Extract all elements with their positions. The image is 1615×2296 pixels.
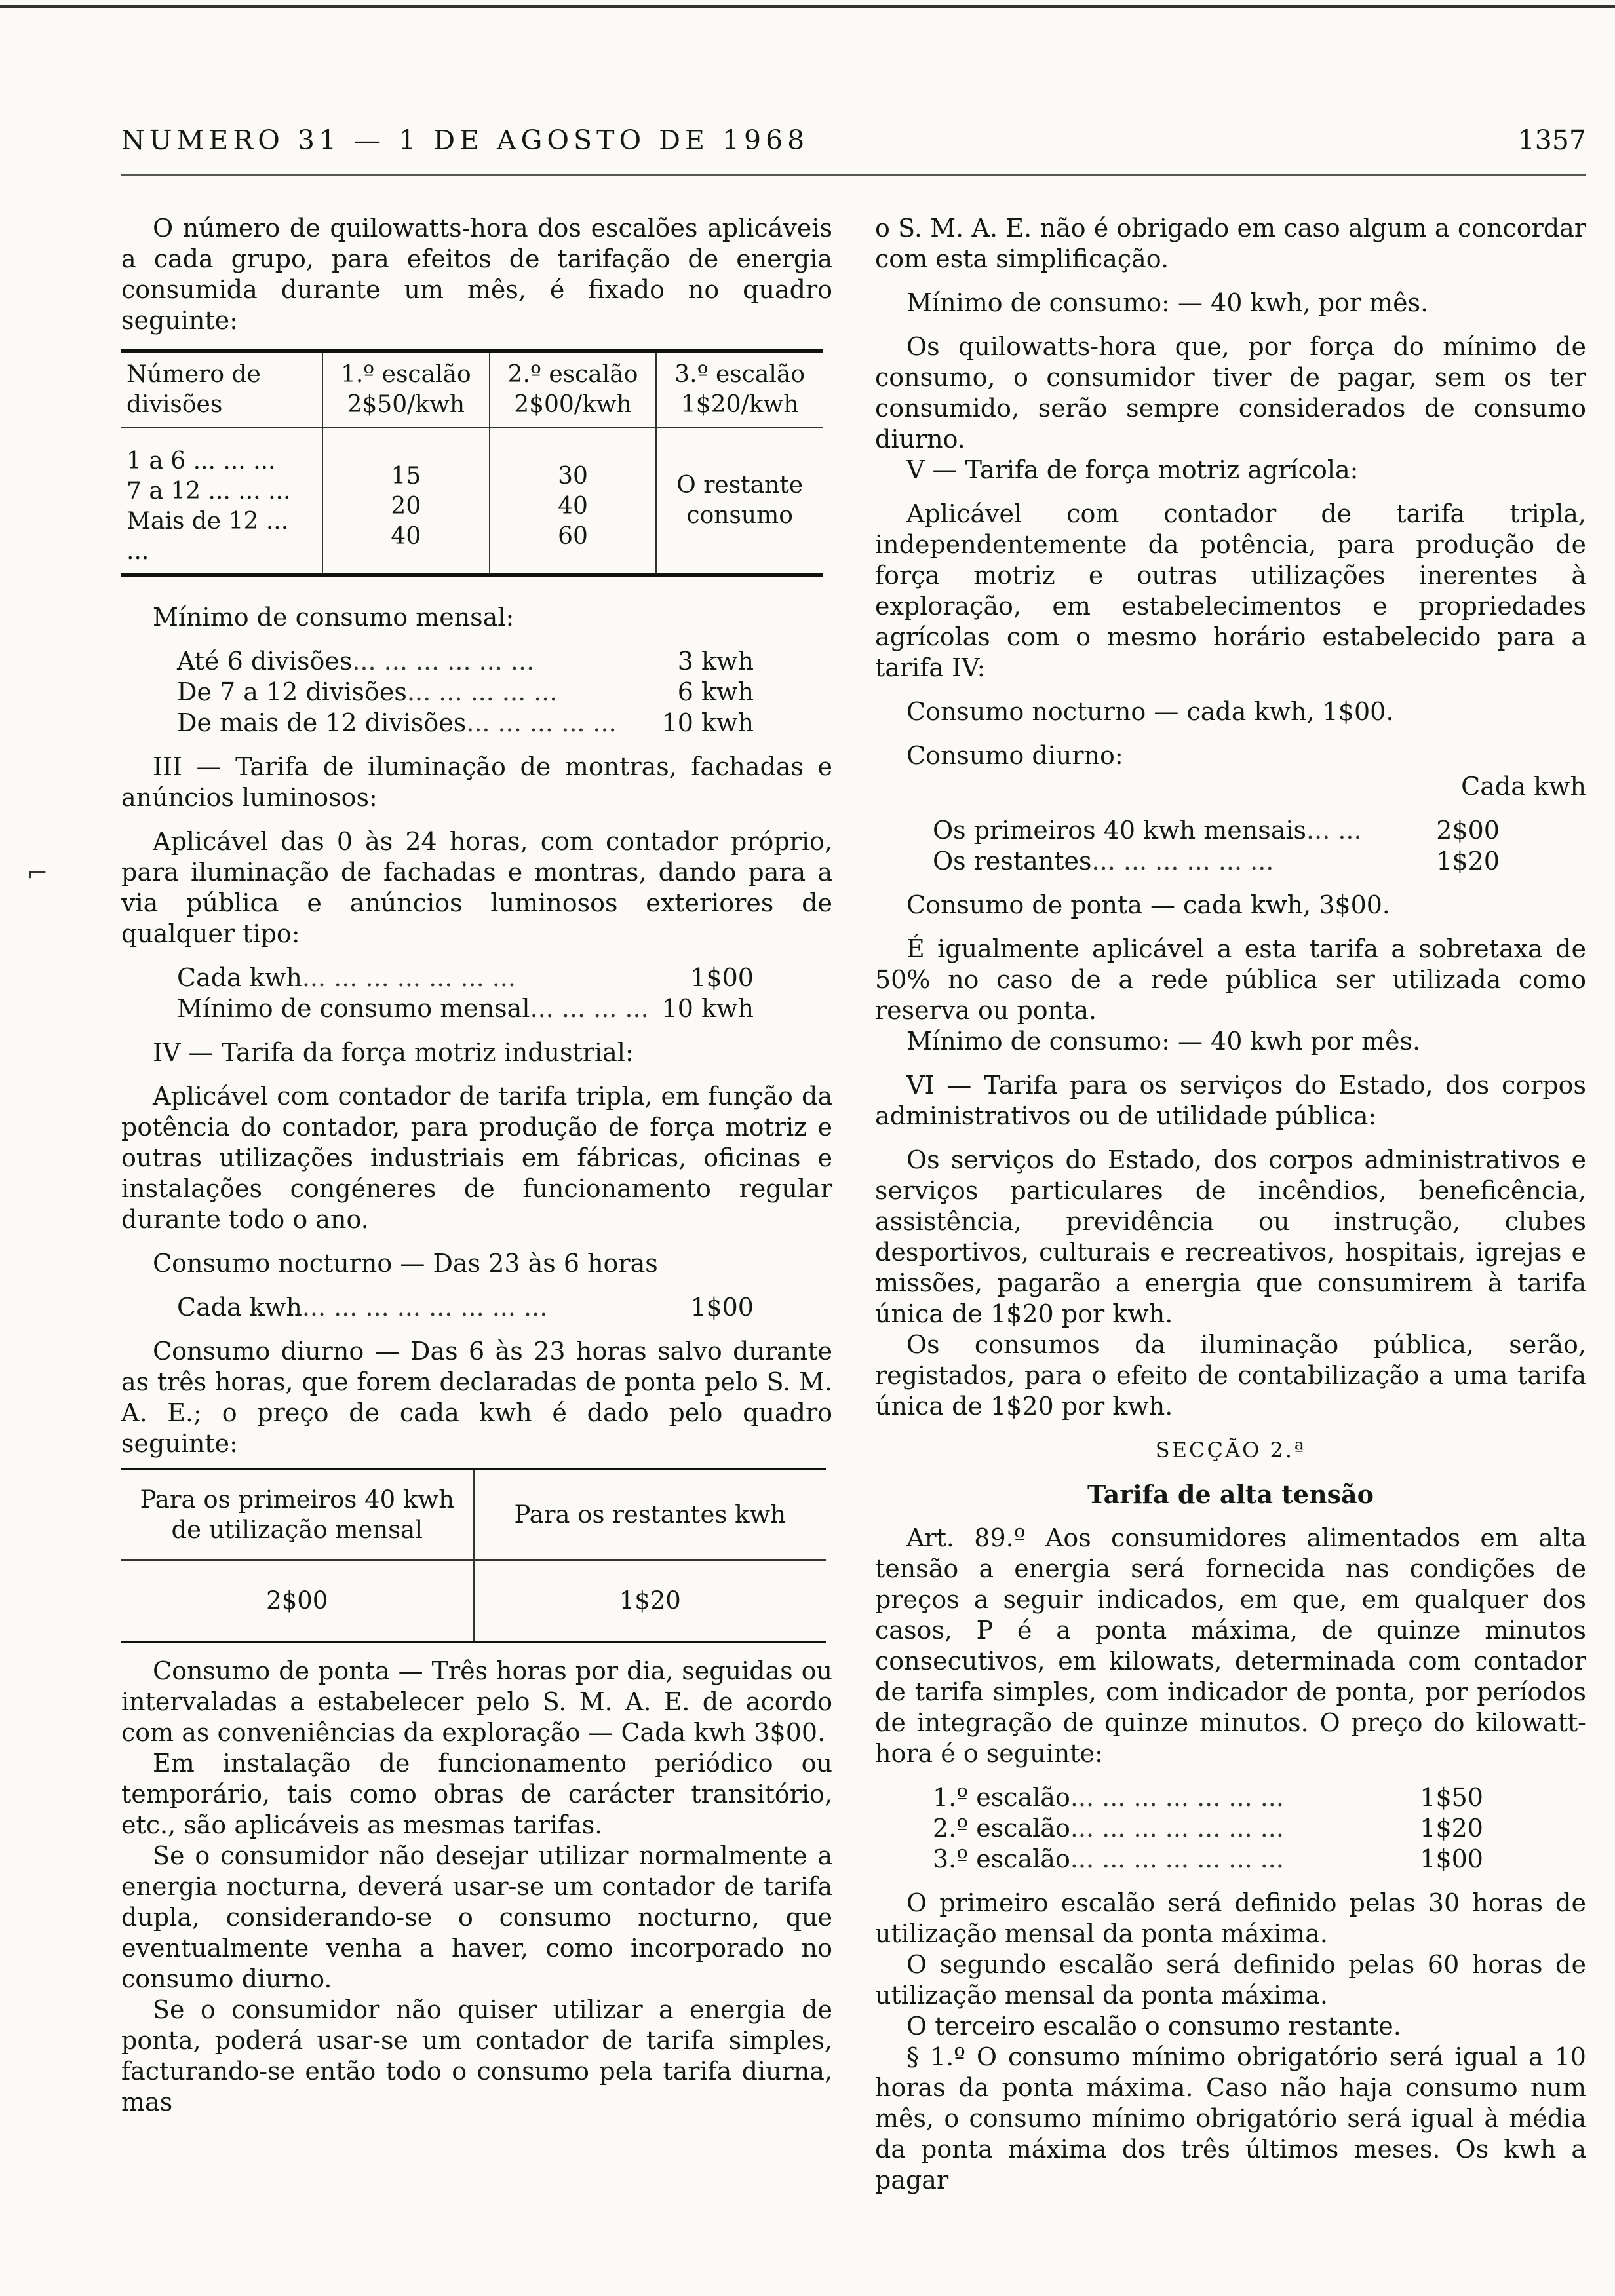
table-header-row — [121, 351, 823, 427]
section-v-title: V — Tarifa de força motriz agrícola: — [906, 455, 1359, 484]
table-header-cell: 2.º escalão 2$00/kwh — [490, 351, 657, 427]
nocturnal-consumption: Consumo nocturno — Das 23 às 6 horas — [153, 1249, 658, 1278]
row-label: 7 a 12 — [126, 478, 201, 505]
issue-date-header: NUMERO 31 — 1 DE AGOSTO DE 1968 — [121, 124, 809, 156]
list-item: De mais de 12 divisões ... ... ... ... ... 10 kwh — [177, 708, 754, 737]
list-item: Cada kwh ... ... ... ... ... ... ... ... 1$00 — [177, 1293, 754, 1322]
paragraph-dual-meter: Se o consumidor não desejar utilizar normalmente a energia nocturna, deverá usar-se um contador de tarifa dupla, considerando-se o consumo nocturno, que eventualmente venha a haver, como incorporado no consumo diurno. — [121, 1841, 832, 1993]
table-cell: O restante consumo — [656, 427, 823, 575]
paragraph-kwh-minimum: Os quilowatts-hora que, por força do mínimo de consumo, o consumidor tiver de pagar, sem os ter consumido, serão sempre considerados de consumo diurno. — [875, 332, 1586, 453]
section-iv-text: Aplicável com contador de tarifa tripla, em função da potência do contador, para produção de força motriz e outras utilizações industriais em fábricas, oficinas e instalações congéneres de funcionamento regular durante todo o ano. — [121, 1082, 832, 1234]
intro-paragraph: O número de quilowatts-hora dos escalões aplicáveis a cada grupo, para efeitos de tarifação de energia consumida durante um mês, é fixado no quadro seguinte: — [121, 214, 832, 335]
minimum-consumption: Mínimo de consumo: — 40 kwh por mês. — [906, 1027, 1421, 1056]
paragraph-simple-meter: Se o consumidor não quiser utilizar a energia de ponta, poderá usar-se um contador de tarifa simples, facturando-se então todo o consumo pela tarifa diurna, mas — [121, 1995, 832, 2116]
table-value: 30 — [558, 463, 588, 489]
peak-consumption: Consumo de ponta — cada kwh, 3$00. — [906, 890, 1391, 919]
tier-paragraph: O terceiro escalão o consumo restante. — [906, 2012, 1401, 2040]
list-item: Os primeiros 40 kwh mensais ... ... 2$00 — [933, 816, 1500, 845]
section-iii-text: Aplicável das 0 às 24 horas, com contador próprio, para iluminação de fachadas e montras, dando para a via pública e anúncios luminosos exteriores de qualquer tipo: — [121, 827, 832, 948]
list-item: 2.º escalão ... ... ... ... ... ... ... 1$20 — [933, 1814, 1483, 1843]
top-border-line — [0, 5, 1615, 8]
diurnal-consumption: Consumo diurno — Das 6 às 23 horas salvo durante as três horas, que forem declaradas de ponta pelo S. M. A. E.; o preço de cada kwh é dado pelo quadro seguinte: — [121, 1337, 832, 1458]
page-number: 1357 — [1517, 124, 1586, 156]
table-value: 2$00 — [266, 1586, 328, 1615]
diurnal-list — [933, 815, 1500, 877]
list-item: 1.º escalão ... ... ... ... ... ... ... 1$50 — [933, 1783, 1483, 1812]
table-header-cell: Número de divisões — [121, 351, 322, 427]
table-header-cell: 3.º escalão 1$20/kwh — [656, 351, 823, 427]
list-item: Cada kwh ... ... ... ... ... ... ... 1$00 — [177, 963, 754, 992]
divisions-table — [121, 349, 823, 577]
public-lighting-paragraph: Os consumos da iluminação pública, serão, registados, para o efeito de contabilização a uma tarifa única de 1$20 por kwh. — [875, 1330, 1586, 1421]
list-item: 3.º escalão ... ... ... ... ... ... ... 1$00 — [933, 1845, 1483, 1873]
tier-paragraph: § 1.º O consumo mínimo obrigatório será igual a 10 horas da ponta máxima. Caso não haja consumo num mês, o consumo mínimo obrigatório será igual à média da ponta máxima dos três últimos meses. Os kwh a pagar — [875, 2042, 1586, 2194]
paragraph-temporary: Em instalação de funcionamento periódico ou temporário, tais como obras de carácter transitório, etc., são aplicáveis as mesmas tarifas. — [121, 1749, 832, 1839]
tier-list — [933, 1782, 1483, 1875]
per-kwh-label: Cada kwh — [1461, 772, 1586, 801]
section-vi-text: Os serviços do Estado, dos corpos administrativos e serviços particulares de incêndios, beneficência, assistência, previdência ou instrução, clubes desportivos, culturais e recreativos, hospitais, igrejas e missões, pagarão a energia que consumirem à tarifa única de 1$20 por kwh. — [875, 1145, 1586, 1328]
table-header-cell: Para os restantes kwh — [474, 1470, 827, 1561]
table-cell — [121, 427, 322, 575]
left-column — [121, 213, 832, 2118]
table-row — [121, 1560, 826, 1642]
table-cell — [490, 427, 657, 575]
table-header-cell: 1.º escalão 2$50/kwh — [322, 351, 490, 427]
table-value: 15 — [391, 463, 421, 489]
min-monthly-list — [177, 646, 754, 738]
table-value: 40 — [558, 493, 588, 520]
table-cell — [322, 427, 490, 575]
section-vi-title: VI — Tarifa para os serviços do Estado, dos corpos administrativos ou de utilidade pública: — [875, 1071, 1586, 1130]
tier-paragraph: O primeiro escalão será definido pelas 30 horas de utilização mensal da ponta máxima. — [875, 1888, 1586, 1948]
table-value: 20 — [391, 493, 421, 520]
page-header — [121, 124, 1586, 164]
continuation-paragraph: o S. M. A. E. não é obrigado em caso algum a concordar com esta simplificação. — [875, 214, 1586, 273]
tier-paragraph: O segundo escalão será definido pelas 60 horas de utilização mensal da ponta máxima. — [875, 1950, 1586, 2010]
leader-dots: ... ... ... — [193, 448, 276, 474]
list-item: Mínimo de consumo mensal ... ... ... ... 10 kwh — [177, 994, 754, 1023]
nocturnal-list — [177, 1292, 754, 1323]
header-rule — [121, 174, 1586, 176]
table-header-row — [121, 1470, 826, 1561]
list-item: Os restantes ... ... ... ... ... ... 1$20 — [933, 847, 1500, 875]
table-value: 1$20 — [474, 1560, 827, 1642]
table-row — [121, 427, 823, 575]
table-value: 60 — [558, 523, 588, 550]
table-header-cell: Para os primeiros 40 kwh de utilização mensal — [121, 1470, 474, 1561]
leader-dots: ... ... — [126, 508, 289, 565]
surcharge-paragraph: É igualmente aplicável a esta tarifa a sobretaxa de 50% no caso de a rede pública ser utilizada como reserva ou ponta. — [875, 934, 1586, 1025]
row-label: Mais de 12 — [126, 508, 259, 535]
table-value: 40 — [391, 523, 421, 550]
section-v-text: Aplicável com contador de tarifa tripla, independentemente da potência, para produção de força motriz e outras utilizações inerentes à exploração, em estabelecimentos e propriedades agrícolas com o mesmo horário estabelecido para a tarifa IV: — [875, 499, 1586, 682]
minimum-consumption: Mínimo de consumo: — 40 kwh, por mês. — [906, 288, 1429, 317]
right-column — [875, 213, 1586, 2196]
section-title: Tarifa de alta tensão — [1087, 1480, 1374, 1509]
article-89: Art. 89.º Aos consumidores alimentados em alta tensão a energia será fornecida nas condições de preços a seguir indicados, em que, em qualquer dos casos, P é a ponta máxima, de quinze minutos consecutivos, em kilowats, determinada com contador de tarifa simples, com indicador de ponta, por períodos de integração de quinze minutos. O preço do kilowatt-hora é o seguinte: — [875, 1523, 1586, 1768]
section-heading: SECÇÃO 2.ª — [1155, 1438, 1306, 1463]
row-label: 1 a 6 — [126, 448, 186, 474]
leader-dots: ... ... ... — [208, 478, 291, 505]
usage-table — [121, 1468, 826, 1643]
diurnal-consumption: Consumo diurno: — [906, 741, 1123, 770]
section-iv-title: IV — Tarifa da força motriz industrial: — [153, 1038, 634, 1067]
list-item: Até 6 divisões ... ... ... ... ... ... 3 kwh — [177, 647, 754, 676]
min-monthly-title: Mínimo de consumo mensal: — [153, 603, 515, 632]
section-iii-title: III — Tarifa de iluminação de montras, fachadas e anúncios luminosos: — [121, 752, 832, 812]
nocturnal-consumption: Consumo nocturno — cada kwh, 1$00. — [906, 697, 1394, 726]
paragraph-peak: Consumo de ponta — Três horas por dia, seguidas ou intervaladas a estabelecer pelo S. M. A. E. de acordo com as conveniências da exploração — Cada kwh 3$00. — [121, 1656, 832, 1747]
list-item: De 7 a 12 divisões ... ... ... ... ... 6 kwh — [177, 678, 754, 706]
margin-mark: ⌐ — [26, 858, 49, 889]
section-iii-list — [177, 963, 754, 1024]
